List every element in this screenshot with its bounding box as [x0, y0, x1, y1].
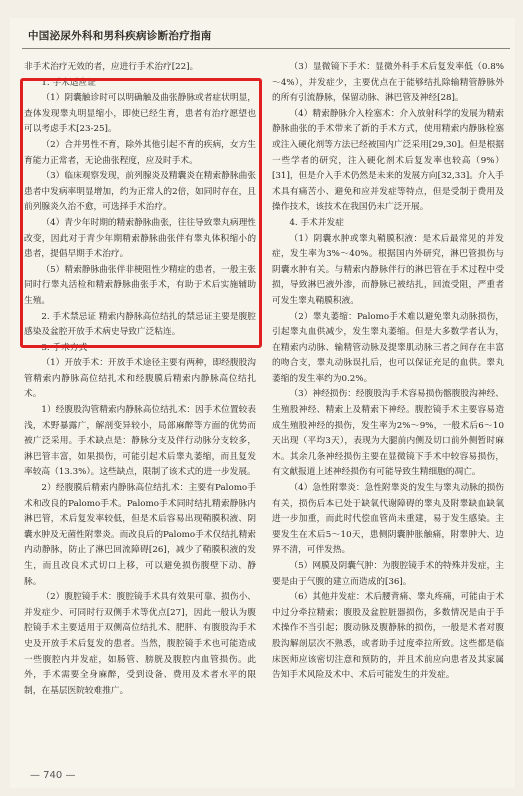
section-heading: 1. 手术适应证: [41, 77, 96, 88]
paragraph: （5）网膜及阴囊气肿：为腹腔镜手术的特殊并发症，主要是由于气腹的建立而造成的[36]。: [272, 561, 504, 587]
paragraph: （1）阴囊水肿或睾丸鞘膜积液：是术后最常见的并发症，发生率为3%～40%。根据国内外研究，淋巴管损伤与阴囊水肿有关。与精索内静脉伴行的淋巴管在手术过程中受损，导致淋巴液外渗，而静脉已被结扎，回流受阻，严重者可发生睾丸鞘膜积液。: [272, 233, 504, 306]
paragraph: （4）青少年时期的精索静脉曲张，往往导致睾丸病理性改变，因此对于青少年期精索静脉曲张伴有睾丸体积缩小的患者，提倡早期手术治疗。: [24, 217, 256, 260]
paragraph: （3）临床观察发现，前列腺炎及精囊炎在精索静脉曲张患者中发病率明显增加，约为正常人的2倍，如同时存在，且前列腺炎久治不愈，可选择手术治疗。: [24, 171, 256, 213]
paragraph: 2. 手术禁忌证 精索内静脉高位结扎的禁忌证主要是腹腔感染及盆腔开放手术病史导致广泛粘连。: [24, 311, 256, 338]
paragraph: （4）精索静脉介入栓塞术：介入放射科学的发展为精索静脉曲张的手术带来了新的手术方式，使用精索内静脉栓塞或注入硬化剂等方法已经被国内广泛采用[29,30]。但是根据一些学者的研究，注入硬化剂术后复发率也较高（9%）[31]，但是介入手术仍然是未来的发展方向[32,33]。介入手术具有痛苦小、避免和应并发症等特点，但是受制于费用及操作技术，该技术在我国仍未广泛开展。: [272, 108, 504, 213]
left-column: [24, 60, 256, 699]
paragraph: （2）腹腔镜手术：腹腔镜手术具有效果可靠、损伤小、并发症少、可同时行双侧手术等优点[27]，因此一般认为腹腔镜手术主要适用于双侧高位结扎术、肥胖、有腹股沟手术史及开放手术后复发的患者。当然，腹腔镜手术也可能造成一些腹腔内并发症，如肠管、膀胱及腹腔内血管损伤。此外，手术需要全身麻醉，受到设备、费用及术者水平的限制，在基层医院较难推广。: [24, 592, 256, 696]
paragraph: （3）显微镜下手术：显微外科手术后复发率低（0.8%～4%），并发症少，主要优点在于能够结扎除输精管静脉外的所有引流静脉，保留动脉、淋巴管及神经[28]。: [272, 62, 504, 104]
header-title: 中国泌尿外科和男科疾病诊断治疗指南: [28, 30, 212, 42]
section-heading: 4. 手术并发症: [289, 217, 344, 228]
section-heading: 3. 手术方式: [41, 342, 88, 353]
paragraph: 2）经腹膜后精索内静脉高位结扎术：主要有Palomo手术和改良的Palomo手术。Palomo手术同时结扎精索静脉内淋巴管，术后复发率较低，但是术后容易出现鞘膜积液、阴囊水肿及无菌性附睾炎。而改良后的Palomo手术仅结扎精索内动静脉，防止了淋巴回流障碍[26]，减少了鞘膜积液的发生，而且改良术式切口上移，可以避免损伤腹壁下动、静脉。: [24, 483, 256, 587]
paragraph: （2）睾丸萎缩：Palomo手术难以避免睾丸动脉损伤，引起睾丸血供减少，发生睾丸萎缩。但是大多数学者认为，在精索内动脉、输精管动脉及提睾肌动脉三者之间存在丰富的吻合支，睾丸动脉误扎后，也可以保证充足的血供。睾丸萎缩的发生率约为0.2%。: [272, 311, 504, 384]
right-column: [272, 60, 504, 684]
paragraph: （2）合并男性不育，除外其他引起不育的疾病，女方生育能力正常者，无论曲张程度，应及时手术。: [24, 139, 256, 166]
paragraph: （6）其他并发症：术后腰背痛、睾丸疼痛，可能由于术中过分牵拉精索；腹股及盆腔脏器损伤，多数情况是由于手术操作不当引起；腹动脉及腹静脉的损伤，一般是术者对腹股沟解剖层次不熟悉，或者助手过度牵拉所致。这些都是临床医师应该密切注意和预防的，并且术前应向患者及其家属告知手术风险及术中、术后可能发生的并发症。: [272, 592, 504, 681]
paragraph: 非手术治疗无效的者，应进行手术治疗[22]。: [24, 62, 199, 72]
paragraph: （4）急性附睾炎：急性附睾炎的发生与睾丸动脉的损伤有关，损伤后本已处于缺氧代谢障碍的睾丸及附睾缺血缺氧进一步加重，而此时代偿血管尚未重建，易于发生感染。主要发生在术后5～10天，患侧阴囊肿胀触痛，附睾肿大、边界不清，可伴发热。: [272, 483, 504, 556]
paragraph: （1）开放手术：开放手术途径主要有两种，即经腹股沟管精索内静脉高位结扎术和经腹膜后精索内静脉高位结扎术。: [24, 358, 256, 400]
page-number: — 740 —: [30, 770, 76, 781]
paragraph: （1）阴囊触诊时可以明确触及曲张静脉或者症状明显，查体发现睾丸明显缩小，即使已经生育，患者有治疗愿望也可以考虑手术[23-25]。: [24, 93, 256, 135]
running-header: [22, 20, 510, 49]
document-page: [10, 18, 515, 788]
paragraph: （3）神经损伤：经腹股沟手术容易损伤髂腹股沟神经、生殖股神经、精索上及精索下神经。腹腔镜手术主要容易造成生殖股神经的损伤，发生率为2%～9%，一般术后6～10天出现（平均3天），表现为大腿前内侧及切口前外侧暂时麻木。其余几条神经损伤主要在显微镜下手术中较容易损伤，有文献报道上述神经损伤有可能导致生精细胞的凋亡。: [272, 389, 504, 478]
paragraph: （5）精索静脉曲张伴非梗阻性少精症的患者，一般主张同时行睾丸活检和精索静脉曲张手术，有助于术后实施辅助生殖。: [24, 264, 256, 306]
paragraph: 1）经腹股沟管精索内静脉高位结扎术：因手术位置较表浅，术野暴露广，解剖变异较小，局部麻醉等方面的优势而被广泛采用。手术缺点是：静脉分支及伴行动脉分支较多，淋巴管丰富，如果损伤，可能引起术后睾丸萎缩，而且复发率较高（13.3%）。这些缺点，限制了该术式的进一步发展。: [24, 405, 256, 478]
